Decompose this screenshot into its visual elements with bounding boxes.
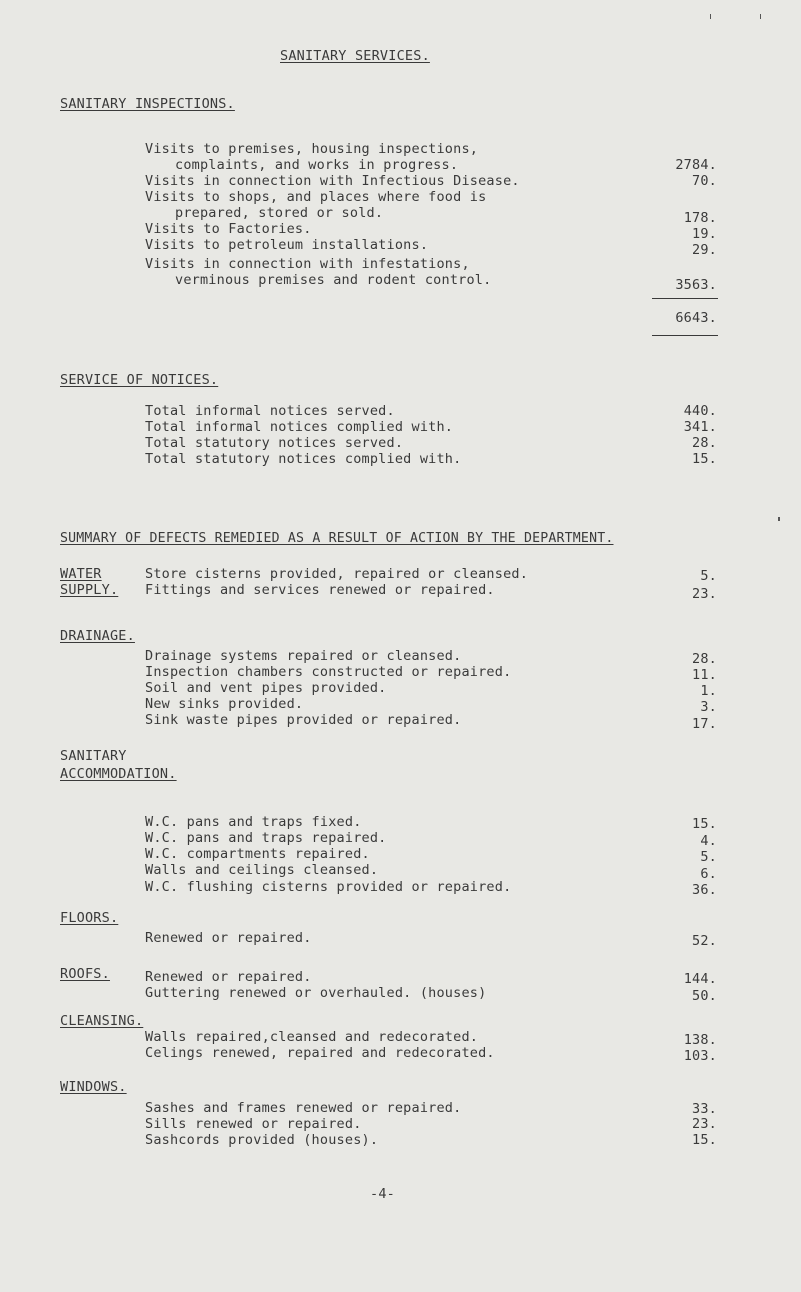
subheading-sanitary: SANITARY [60,748,127,764]
row-value: 11. [692,667,717,683]
row-label: Visits to shops, and places where food is [145,189,487,205]
row-label: Total informal notices complied with. [145,419,454,435]
row-value: 144. [683,971,717,987]
subheading-drainage: DRAINAGE. [60,628,135,644]
row-value: 2784. [675,157,717,173]
row-value: 23. [692,586,717,602]
row-value: 15. [692,1132,717,1148]
row-label: W.C. flushing cisterns provided or repaired. [145,879,512,895]
row-label: Visits in connection with infestations, [145,256,470,272]
scan-speck [760,14,761,19]
row-label: New sinks provided. [145,696,304,712]
row-label: Renewed or repaired. [145,930,312,946]
row-value: 6. [700,866,717,882]
total-rule-bottom [652,335,718,336]
row-value: 33. [692,1101,717,1117]
row-label: prepared, stored or sold. [175,205,384,221]
row-label: Total statutory notices served. [145,435,404,451]
row-label: Fittings and services renewed or repaired. [145,582,495,598]
section-heading-inspections: SANITARY INSPECTIONS. [60,96,235,112]
row-label: Total informal notices served. [145,403,395,419]
subheading-windows: WINDOWS. [60,1079,127,1095]
subheading-supply: SUPPLY. [60,582,119,598]
row-value: 28. [692,651,717,667]
row-label: Walls repaired,cleansed and redecorated. [145,1029,479,1045]
subheading-roofs: ROOFS. [60,966,110,982]
row-label: Visits in connection with Infectious Disease. [145,173,520,189]
total-rule-top [652,298,718,299]
row-value: 36. [692,882,717,898]
row-value: 3563. [675,277,717,293]
subheading-water: WATER [60,566,102,582]
row-label: Sashcords provided (houses). [145,1132,379,1148]
row-value: 5. [700,849,717,865]
row-value: 3. [700,699,717,715]
row-label: Guttering renewed or overhauled. (houses) [145,985,487,1001]
subheading-accommodation: ACCOMMODATION. [60,766,177,782]
row-value: 440. [683,403,717,419]
row-label: Sink waste pipes provided or repaired. [145,712,462,728]
row-label: Visits to premises, housing inspections, [145,141,479,157]
row-value: 23. [692,1116,717,1132]
row-label: Sills renewed or repaired. [145,1116,362,1132]
page-title: SANITARY SERVICES. [280,48,430,64]
row-value: 50. [692,988,717,1004]
row-value: 4. [700,833,717,849]
row-label: W.C. compartments repaired. [145,846,370,862]
scan-speck [778,517,780,521]
row-value: 178. [683,210,717,226]
row-value: 5. [700,568,717,584]
row-label: Total statutory notices complied with. [145,451,462,467]
row-label: Store cisterns provided, repaired or cleansed. [145,566,529,582]
subheading-floors: FLOORS. [60,910,119,926]
row-value: 341. [683,419,717,435]
row-label: verminous premises and rodent control. [175,272,492,288]
row-label: W.C. pans and traps fixed. [145,814,362,830]
row-label: Visits to Factories. [145,221,312,237]
row-label: Sashes and frames renewed or repaired. [145,1100,462,1116]
row-value: 15. [692,816,717,832]
scan-speck [710,14,711,19]
row-value: 138. [683,1032,717,1048]
row-value: 15. [692,451,717,467]
row-value: 1. [700,683,717,699]
row-label: Visits to petroleum installations. [145,237,429,253]
row-label: Walls and ceilings cleansed. [145,862,379,878]
section-heading-notices: SERVICE OF NOTICES. [60,372,219,388]
total-value: 6643. [675,310,717,326]
row-value: 17. [692,716,717,732]
row-label: W.C. pans and traps repaired. [145,830,387,846]
row-label: Drainage systems repaired or cleansed. [145,648,462,664]
row-label: complaints, and works in progress. [175,157,459,173]
row-label: Inspection chambers constructed or repaired. [145,664,512,680]
row-value: 29. [692,242,717,258]
row-value: 103. [683,1048,717,1064]
page-number: -4- [370,1186,395,1202]
row-label: Renewed or repaired. [145,969,312,985]
row-value: 70. [692,173,717,189]
subheading-cleansing: CLEANSING. [60,1013,144,1029]
row-label: Soil and vent pipes provided. [145,680,387,696]
section-heading-summary: SUMMARY OF DEFECTS REMEDIED AS A RESULT OF ACTION BY THE DEPARTMENT. [60,531,614,546]
row-label: Celings renewed, repaired and redecorated. [145,1045,495,1061]
row-value: 28. [692,435,717,451]
row-value: 52. [692,933,717,949]
row-value: 19. [692,226,717,242]
